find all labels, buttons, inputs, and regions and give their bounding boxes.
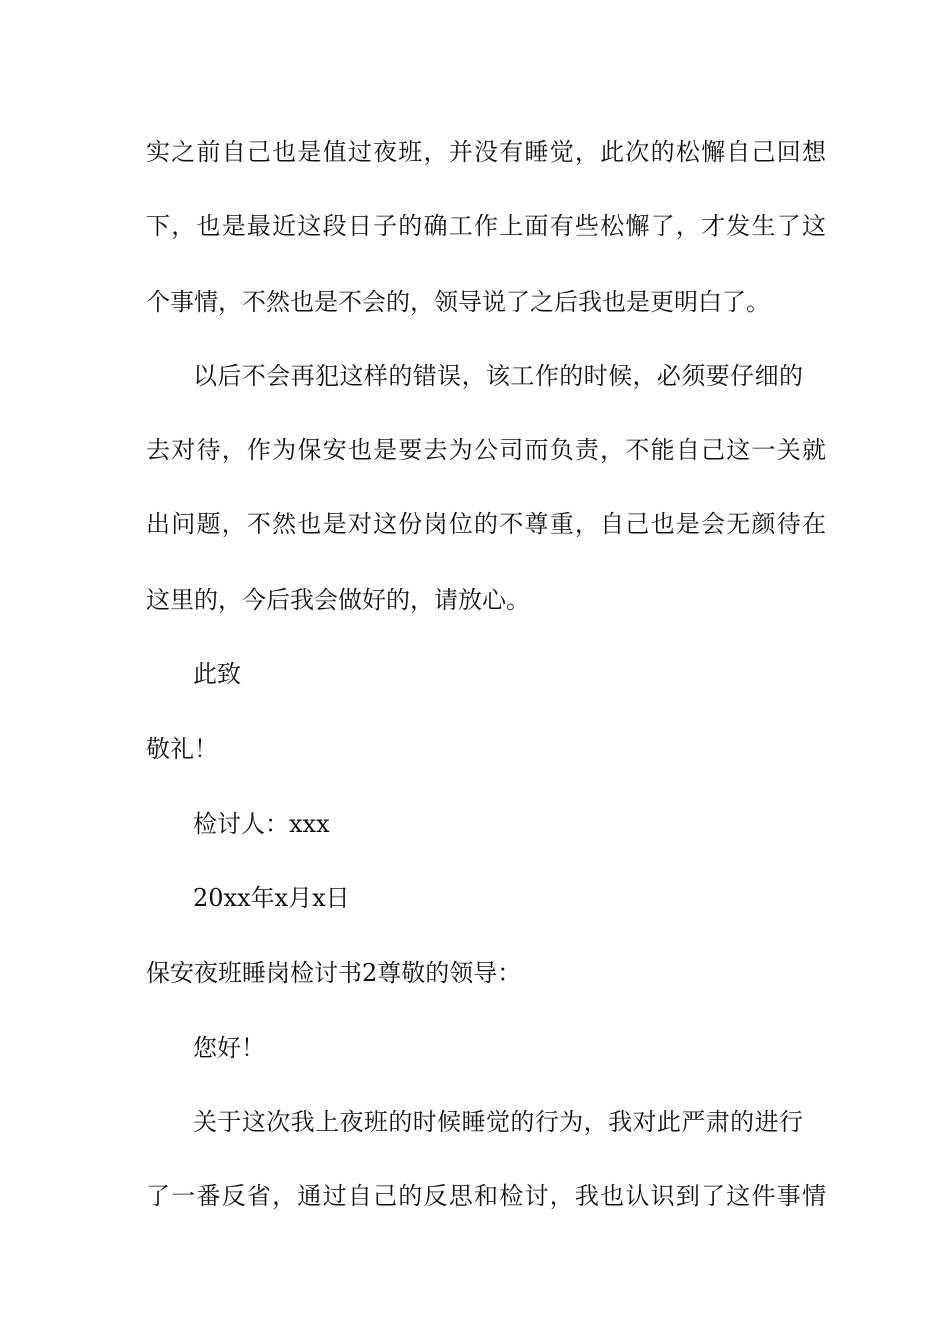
paragraph-line: 下，也是最近这段日子的确工作上面有些松懈了，才发生了这 [146, 212, 826, 240]
closing-salutation: 此致 [193, 660, 241, 688]
closing-regards: 敬礼！ [146, 735, 218, 763]
paragraph-line: 个事情，不然也是不会的，领导说了之后我也是更明白了。 [146, 288, 770, 316]
paragraph-line: 实之前自己也是值过夜班，并没有睡觉，此次的松懈自己回想 [146, 138, 826, 166]
signature-author: 检讨人：xxx [193, 810, 330, 838]
signature-date: 20xx年x月x日 [193, 884, 350, 912]
paragraph-line: 了一番反省，通过自己的反思和检讨，我也认识到了这件事情 [146, 1182, 826, 1210]
greeting: 您好！ [193, 1034, 265, 1062]
paragraph-line: 这里的，今后我会做好的，请放心。 [146, 586, 530, 614]
paragraph-line: 出问题，不然也是对这份岗位的不尊重，自己也是会无颜待在 [146, 510, 826, 538]
paragraph-line: 关于这次我上夜班的时候睡觉的行为，我对此严肃的进行 [193, 1108, 803, 1136]
section-heading: 保安夜班睡岗检讨书2尊敬的领导： [146, 959, 522, 987]
paragraph-line: 去对待，作为保安也是要去为公司而负责，不能自己这一关就 [146, 436, 826, 464]
paragraph-line: 以后不会再犯这样的错误，该工作的时候，必须要仔细的 [193, 362, 803, 390]
